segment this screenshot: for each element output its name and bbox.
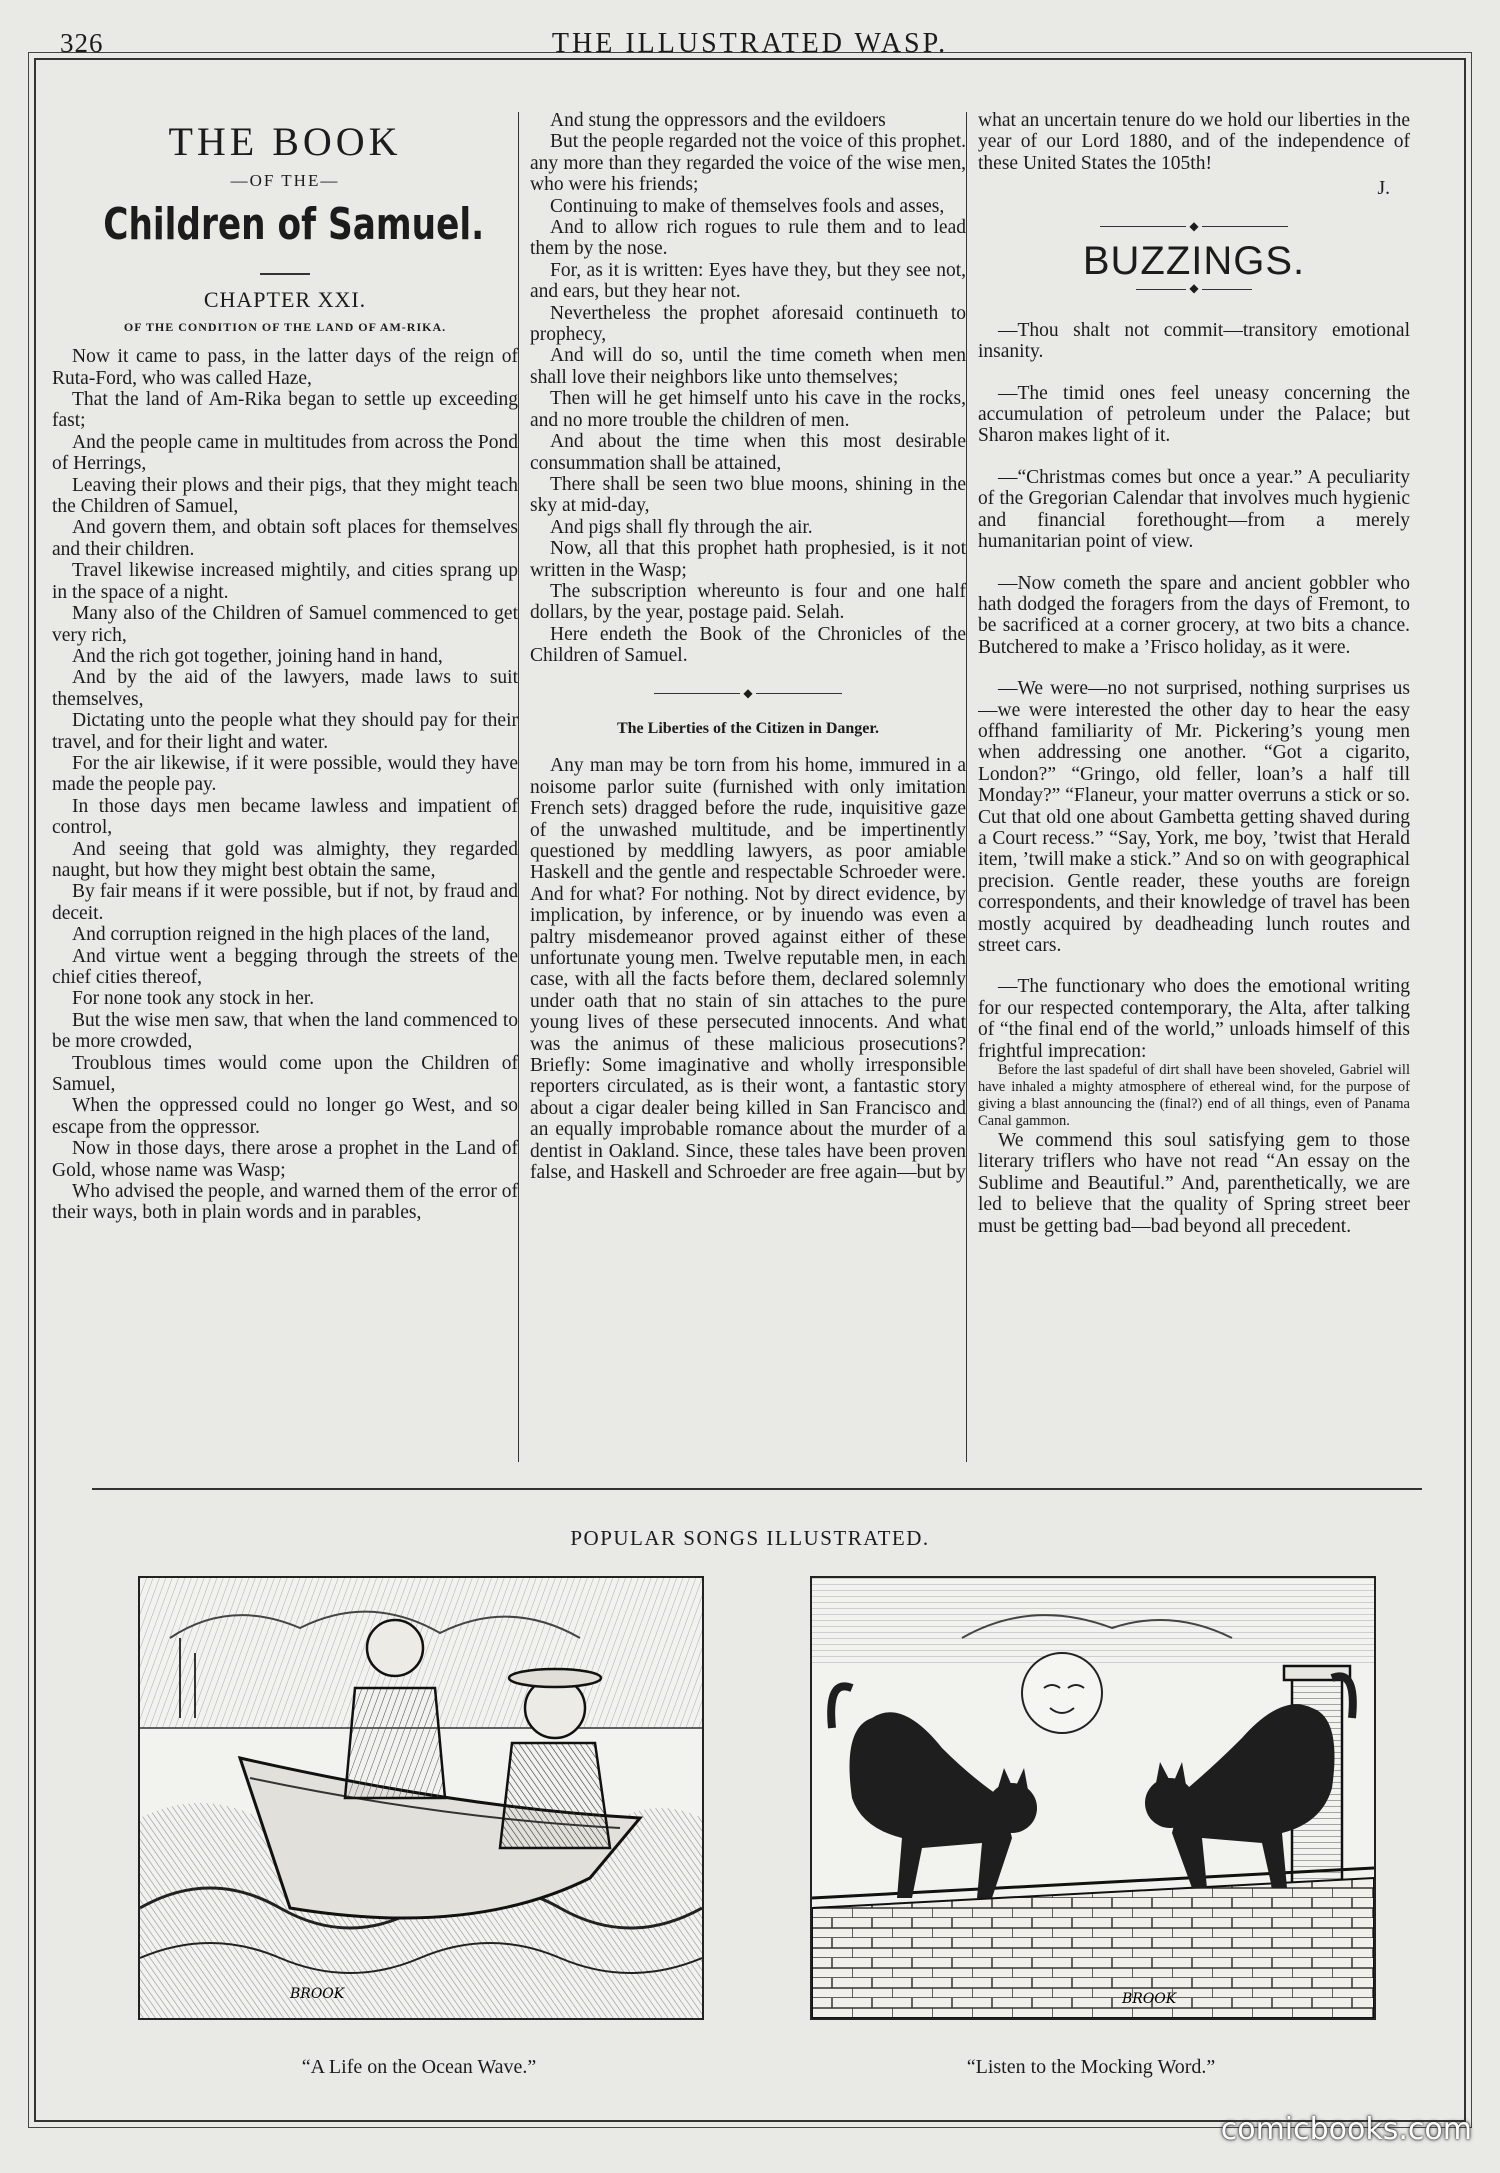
signature: J. (1377, 178, 1390, 200)
paragraph: And seeing that gold was almighty, they regarded naught, but how they might best obtain the same, (52, 838, 518, 881)
children-of-samuel-title: Children of Samuel. (103, 199, 485, 251)
paragraph: Many also of the Children of Samuel commenced to get very rich, (52, 603, 518, 646)
cats-drawing (812, 1578, 1374, 2018)
column-rule-1 (518, 112, 519, 1462)
buzzing-item: —“Christmas comes but once a year.” A peculiarity of the Gregorian Calendar that involves much hygienic and financial forethought—from a merely humanitarian point of view. (978, 466, 1410, 553)
left-caption: “A Life on the Ocean Wave.” (301, 2056, 537, 2078)
songs-title: POPULAR SONGS ILLUSTRATED. (570, 1526, 930, 1550)
buzzing-item: —Now cometh the spare and ancient gobbler who hath dodged the foragers from the days of Fremont, to be sacrificed at a corner grocery, at two bits a chance. Butchered to make a ’Frisco holiday, as it were. (978, 572, 1410, 658)
paragraph: Leaving their plows and their pigs, that they might teach the Children of Samuel, (52, 474, 518, 518)
section-rule (92, 1488, 1422, 1490)
paragraph: Here endeth the Book of the Chronicles of the Children of Samuel. (530, 623, 966, 667)
paragraph: By fair means if it were possible, but if not, by fraud and deceit. (52, 881, 518, 924)
right-caption: “Listen to the Mocking Word.” (966, 2056, 1216, 2078)
paragraph: Now, all that this prophet hath prophesied, is it not written in the Wasp; (530, 538, 966, 581)
page-number: 326 (60, 28, 104, 58)
buzzings-title: BUZZINGS. (1082, 239, 1306, 284)
buzzing-item: —The functionary who does the emotional writing for our respected contemporary, the Alta, after talking of “the final end of the world,” unloads himself of this frightful imprecation: (978, 976, 1410, 1062)
paragraph: And to allow rich rogues to rule them and to lead them by the nose. (530, 217, 966, 260)
column-1 (52, 110, 518, 1470)
paragraph: And by the aid of the lawyers, made laws to suit themselves, (52, 667, 518, 710)
buzzing-item: —The timid ones feel uneasy concerning the accumulation of petroleum under the Palace; but Sharon makes light of it. (978, 382, 1410, 447)
watermark: comicbooks.com (1220, 2112, 1472, 2147)
paragraph: In those days men became lawless and impatient of control, (52, 795, 518, 839)
short-rule (260, 273, 310, 275)
paragraph: Now it came to pass, in the latter days of the reign of Ruta-Ford, who was called Haze, (52, 346, 518, 389)
paragraph: And about the time when this most desirable consummation shall be attained, (530, 431, 966, 474)
column-3 (978, 110, 1410, 1470)
paragraph: Now in those days, there arose a prophet in the Land of Gold, whose name was Wasp; (52, 1138, 518, 1181)
paragraph: And the rich got together, joining hand in hand, (72, 645, 443, 667)
boat-drawing (140, 1578, 702, 2018)
article-body: Any man may be torn from his home, immured in a noisome parlor suite (furnished with only imitation French sets) dragged before the rude, inquisitive gaze of the unwashed multitude, and be impertinently questioned by meddling lawyers, as poor amiable Haskell and the gentle and respectable Schroeder were. And for what? For nothing. Not by direct evidence, by implication, by inference, or by inuendo was even a paltry misdemeanor proved against either of these unfortunate young men. Twelve reputable men, in each case, with all the facts before them, declared solemnly under oath that no stain of sin attaches to the pure young lives of these persecuted innocents. And what was the animus of these malicious prosecutions? Briefly: Some imaginative and wholly irresponsible reporters circulated, as is their wont, a fantastic story about a cigar dealer being killed in San Francisco and an equally improbable romance about the murder of a dentist in Oakland. Since, these tales have been proven false, and Haskell and Schroeder are free again—but by (530, 755, 966, 1184)
paragraph: But the people regarded not the voice of this prophet. any more than they regarded the voice of the wise men, who were his friends; (530, 131, 966, 196)
continuation-paragraph: what an uncertain tenure do we hold our liberties in the year of our Lord 1880, and of the independence of these United States the 105th! (978, 110, 1410, 174)
paragraph: Travel likewise increased mightily, and cities sprang up in the space of a night. (52, 560, 518, 603)
chapter-subhead: OF THE CONDITION OF THE LAND OF AM-RIKA. (123, 319, 447, 334)
artist-signature: BROOK (290, 1986, 345, 2002)
block-quote: Before the last spadeful of dirt shall have been shoveled, Gabriel will have inhaled a mighty atmosphere of ethereal wind, for the purpose of giving a blast announcing the (final?) end of all things, even of Panama Canal gammon. (978, 1062, 1410, 1130)
running-head (0, 28, 1500, 68)
ornament-divider: ◆ (978, 278, 1410, 299)
chapter-heading: CHAPTER XXI. (203, 287, 367, 313)
paragraph: Troublous times would come upon the Children of Samuel, (52, 1052, 518, 1096)
paragraph: For the air likewise, if it were possible, would they have made the people pay. (52, 752, 518, 796)
artist-signature: BROOK (1122, 1991, 1177, 2007)
paragraph: Nevertheless the prophet aforesaid continueth to prophecy, (530, 302, 966, 346)
ornament-divider: ◆ (530, 683, 966, 704)
paragraph: Continuing to make of themselves fools and asses, (550, 195, 945, 217)
paragraph: And pigs shall fly through the air. (550, 516, 813, 538)
paragraph: There shall be seen two blue moons, shining in the sky at mid-day, (530, 473, 966, 517)
book-title: THE BOOK (168, 119, 402, 164)
paragraph: When the oppressed could no longer go West, and so escape from the oppressor. (52, 1095, 518, 1138)
paragraph: But the wise men saw, that when the land commenced to be more crowded, (52, 1009, 518, 1053)
paragraph: And govern them, and obtain soft places for themselves and their children. (52, 517, 518, 560)
paragraph: And stung the oppressors and the evildoers (550, 110, 886, 131)
paragraph: And virtue went a begging through the streets of the chief cities thereof, (52, 945, 518, 988)
closing-paragraph: We commend this soul satisfying gem to those literary triflers who have not read “An essay on the Sublime and Beautiful.” And, parenthetically, we are led to believe that the quality of Spring street beer must be getting bad—bad beyond all precedent. (978, 1130, 1410, 1237)
mocking-word-illustration (810, 1576, 1376, 2020)
buzzing-item: —Thou shalt not commit—transitory emotional insanity. (978, 319, 1410, 363)
of-the-label: —OF THE— (230, 171, 340, 190)
column-2 (530, 110, 966, 1470)
paragraph: For none took any stock in her. (72, 988, 315, 1010)
column-rule-2 (966, 112, 967, 1462)
paragraph: The subscription whereunto is four and one half dollars, by the year, postage paid. Selah. (530, 580, 966, 624)
buzzing-item: —We were—no not surprised, nothing surprises us—we were interested the other day to hear the easy offhand familiarity of Mr. Pickering’s young men when addressing one another. “Got a cigarito, London?” “Gringo, old feller, loan’s a half till Monday?” “Flaneur, your matter overruns a stick or so. Cut that old one about Gambetta getting shaved during a Court recess.” “Say, York, me boy, ’twist that Herald item, ’twill make a stick.” And so on with geographical precision. Gentle reader, these youths are foreign correspondents, and their knowledge of travel has been mostly acquired by deadheading lunch routes and street cars. (978, 678, 1410, 956)
paragraph: Then will he get himself unto his cave in the rocks, and no more trouble the children of men. (530, 388, 966, 431)
paragraph: That the land of Am-Rika began to settle up exceeding fast; (52, 389, 518, 432)
ornament-divider: ◆ (978, 216, 1410, 237)
paragraph: And the people came in multitudes from across the Pond of Herrings, (52, 431, 518, 475)
paragraph: Dictating unto the people what they should pay for their travel, and for their light and water. (52, 710, 518, 753)
section-title: The Liberties of the Citizen in Danger. (616, 719, 880, 737)
paragraph: And will do so, until the time cometh when men shall love their neighbors like unto themselves; (530, 345, 966, 388)
masthead: THE ILLUSTRATED WASP. (551, 28, 949, 59)
ocean-wave-illustration (138, 1576, 704, 2020)
paragraph: Who advised the people, and warned them of the error of their ways, both in plain words and in parables, (52, 1181, 518, 1224)
paragraph: And corruption reigned in the high places of the land, (72, 924, 491, 946)
paragraph: For, as it is written: Eyes have they, but they see not, and ears, but they hear not. (530, 259, 966, 303)
